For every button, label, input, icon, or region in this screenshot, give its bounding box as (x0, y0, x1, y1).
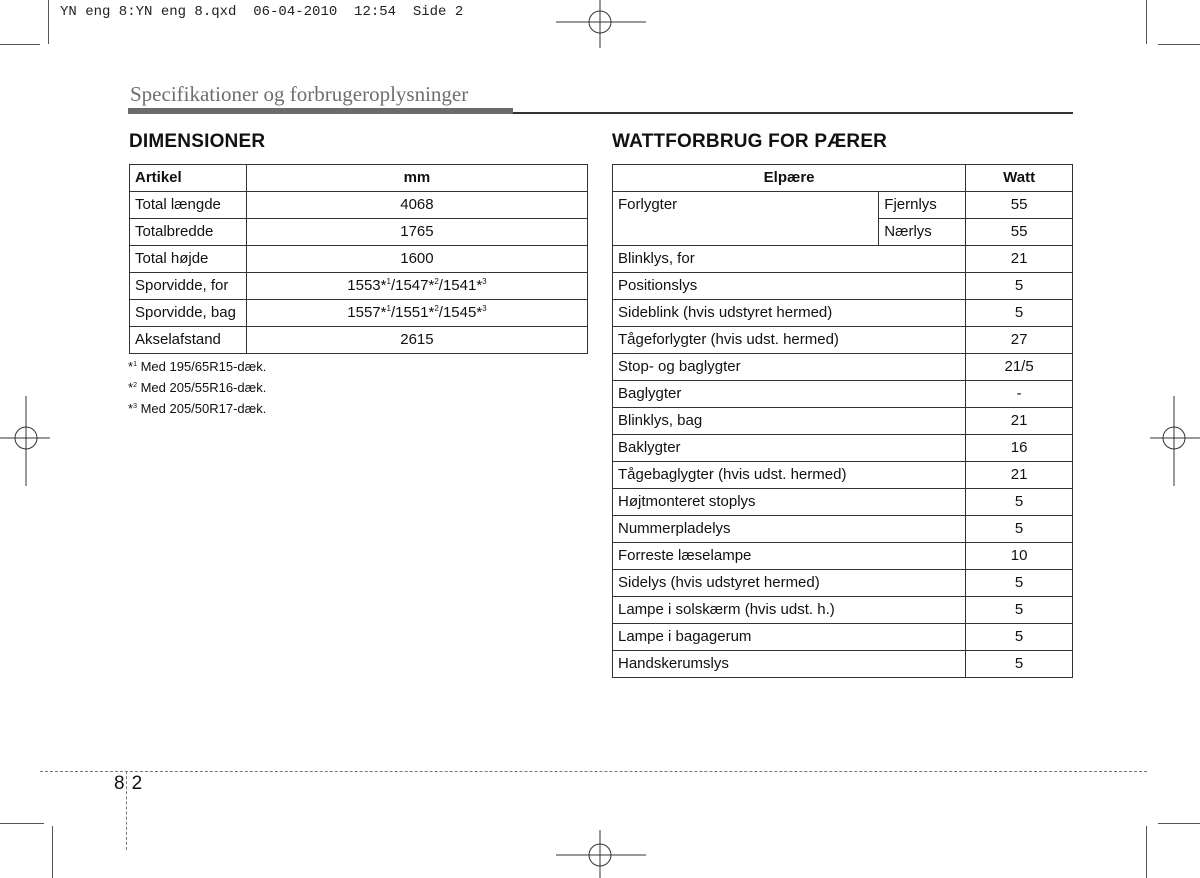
table-row (613, 408, 1073, 435)
value-part: 1557* (347, 304, 387, 321)
row-label: Total højde (130, 246, 247, 273)
table-row (613, 300, 1073, 327)
row-watt: 55 (966, 219, 1073, 246)
row-label: Baglygter (613, 381, 966, 408)
row-label: Positionslys (613, 273, 966, 300)
dimensions-footnotes (128, 356, 266, 419)
footnote-ref: 1 (386, 277, 391, 286)
row-label: Sideblink (hvis udstyret hermed) (613, 300, 966, 327)
page-header-title: Specifikationer og forbrugeroplysninger (130, 82, 469, 106)
row-label: Sidelys (hvis udstyret hermed) (613, 570, 966, 597)
row-label: Blinklys, for (613, 246, 966, 273)
chapter-number: 8 (114, 773, 125, 794)
table-row (613, 597, 1073, 624)
row-sublabel: Fjernlys (879, 192, 966, 219)
print-slug: YN eng 8:YN eng 8.qxd 06-04-2010 12:54 Side 2 (60, 4, 464, 20)
registration-mark-top-icon (556, 0, 646, 48)
row-value: 4068 (246, 192, 587, 219)
footer-dashed-rule (40, 771, 1147, 772)
row-value-track-rear (246, 300, 587, 327)
table-row (613, 192, 1073, 219)
row-label: Nummerpladelys (613, 516, 966, 543)
page-number-value: 2 (131, 773, 143, 794)
table-row (130, 300, 588, 327)
table-row (613, 624, 1073, 651)
table-row (613, 489, 1073, 516)
row-value: 1765 (246, 219, 587, 246)
row-label: Sporvidde, for (130, 273, 247, 300)
table-row (130, 192, 588, 219)
crop-mark-bottom-left (52, 826, 53, 878)
table-row (613, 246, 1073, 273)
row-label: Stop- og baglygter (613, 354, 966, 381)
row-label: Blinklys, bag (613, 408, 966, 435)
footnote-ref: 2 (434, 277, 439, 286)
registration-mark-right-icon (1150, 396, 1200, 486)
row-watt: 5 (966, 489, 1073, 516)
column-header-bulb: Elpære (613, 165, 966, 192)
header-rule (513, 112, 1073, 114)
bulb-wattage-table (612, 164, 1073, 678)
row-label: Handskerumslys (613, 651, 966, 678)
table-row (613, 327, 1073, 354)
value-part: /1551* (390, 304, 435, 321)
row-watt: 21 (966, 246, 1073, 273)
table-row (130, 219, 588, 246)
crop-mark-bottom-left-h (0, 823, 44, 824)
bulbs-header-row (613, 165, 1073, 192)
row-label: Tågeforlygter (hvis udst. hermed) (613, 327, 966, 354)
table-row (613, 543, 1073, 570)
table-row (613, 273, 1073, 300)
value-part: /1547* (390, 277, 435, 294)
value-part: /1545* (438, 304, 483, 321)
table-row (613, 570, 1073, 597)
row-label: Baklygter (613, 435, 966, 462)
row-watt: 5 (966, 651, 1073, 678)
footnote-ref: 2 (434, 304, 439, 313)
row-label: Højtmonteret stoplys (613, 489, 966, 516)
row-watt: - (966, 381, 1073, 408)
crop-mark-bottom-right (1146, 826, 1147, 878)
crop-mark-top-right (1146, 0, 1147, 44)
dimensions-heading: DIMENSIONER (129, 131, 266, 152)
table-row (613, 354, 1073, 381)
table-row (613, 516, 1073, 543)
column-header-article: Artikel (130, 165, 247, 192)
bulbs-heading: WATTFORBRUG FOR PÆRER (612, 131, 888, 152)
row-watt: 10 (966, 543, 1073, 570)
column-header-watt: Watt (966, 165, 1073, 192)
row-watt: 5 (966, 516, 1073, 543)
row-label-headlights: Forlygter (613, 192, 879, 246)
row-watt: 21 (966, 462, 1073, 489)
footnote-ref: 3 (482, 277, 487, 286)
row-label: Total længde (130, 192, 247, 219)
row-watt: 21/5 (966, 354, 1073, 381)
registration-mark-left-icon (0, 396, 50, 486)
row-label: Akselafstand (130, 327, 247, 354)
page-number (114, 773, 142, 795)
crop-mark-top-left (48, 0, 49, 44)
row-watt: 5 (966, 624, 1073, 651)
row-watt: 5 (966, 597, 1073, 624)
table-row (613, 435, 1073, 462)
dimensions-table (129, 164, 588, 354)
row-watt: 5 (966, 273, 1073, 300)
row-label: Tågebaglygter (hvis udst. hermed) (613, 462, 966, 489)
row-label: Lampe i bagagerum (613, 624, 966, 651)
row-watt: 16 (966, 435, 1073, 462)
column-header-mm: mm (246, 165, 587, 192)
footnote: *$^3$ Med 205/50R17-dæk. (128, 401, 267, 416)
table-row (130, 273, 588, 300)
footnote-ref: 1 (386, 304, 391, 313)
row-watt: 21 (966, 408, 1073, 435)
row-value: 2615 (246, 327, 587, 354)
header-bar (128, 108, 513, 114)
table-row (613, 381, 1073, 408)
value-part: 1553* (347, 277, 387, 294)
footnote: *$^2$ Med 205/55R16-dæk. (128, 380, 267, 395)
table-row (613, 651, 1073, 678)
crop-mark-bottom-right-h (1158, 823, 1200, 824)
row-label: Lampe i solskærm (hvis udst. h.) (613, 597, 966, 624)
table-row (130, 246, 588, 273)
row-watt: 5 (966, 300, 1073, 327)
row-label: Totalbredde (130, 219, 247, 246)
row-watt: 55 (966, 192, 1073, 219)
dimensions-header-row (130, 165, 588, 192)
row-label: Forreste læselampe (613, 543, 966, 570)
row-value-track-front (246, 273, 587, 300)
row-watt: 5 (966, 570, 1073, 597)
value-part: /1541* (438, 277, 483, 294)
footnote-ref: 3 (482, 304, 487, 313)
crop-mark-top-left-h (0, 44, 40, 45)
table-row (130, 327, 588, 354)
table-row (613, 462, 1073, 489)
row-value: 1600 (246, 246, 587, 273)
footnote: *$^1$ Med 195/65R15-dæk. (128, 359, 267, 374)
crop-mark-top-right-h (1158, 44, 1200, 45)
registration-mark-bottom-icon (556, 830, 646, 878)
row-sublabel: Nærlys (879, 219, 966, 246)
row-label: Sporvidde, bag (130, 300, 247, 327)
row-watt: 27 (966, 327, 1073, 354)
